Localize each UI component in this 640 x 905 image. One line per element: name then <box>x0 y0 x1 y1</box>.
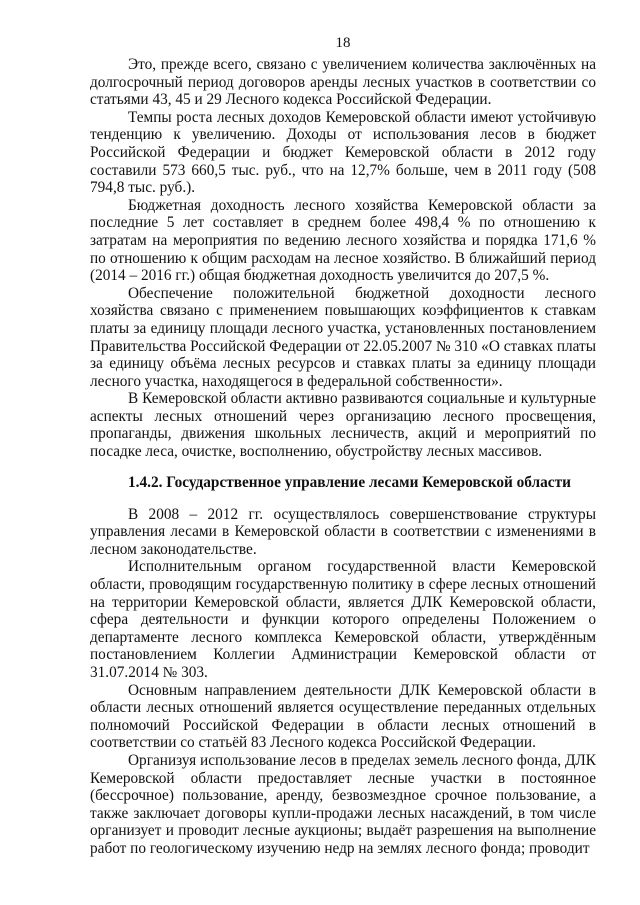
paragraph: Организуя использование лесов в пределах земель лесного фонда, ДЛК Кемеровской области предоставляет лесные участки в постоянное (бессрочное) пользование, аренду, безвозмездное срочное пользование, а также заключает договоры купли-продажи лесных насаждений, в том числе организует и проводит лесные аукционы; выдаёт разрешения на выполнение работ по геологическому изучению недр на землях лесного фонда; проводит <box>90 751 596 857</box>
paragraph: В Кемеровской области активно развиваются социальные и культурные аспекты лесных отношений через организацию лесного просвещения, пропаганды, движения школьных лесничеств, акций и мероприятий по посадке леса, очистке, восполнению, обустройству лесных массивов. <box>90 390 596 461</box>
paragraph: Исполнительным органом государственной власти Кемеровской области, проводящим государственную политику в сфере лесных отношений на территории Кемеровской области, является ДЛК Кемеровской области, сфера деятельности и функции которого определены Положением о департаменте лесного комплекса Кемеровской области, утверждённым постановлением Коллегии Администрации Кемеровской области от 31.07.2014 № 303. <box>90 558 596 681</box>
paragraph: В 2008 – 2012 гг. осуществлялось совершенствование структуры управления лесами в Кемеровской области в соответствии с изменениями в лесном законодательстве. <box>90 505 596 558</box>
paragraph: Темпы роста лесных доходов Кемеровской области имеют устойчивую тенденцию к увеличению. Доходы от использования лесов в бюджет Российской Федерации и бюджет Кемеровской области в 2012 году составили 573 660,5 тыс. руб., что на 12,7% больше, чем в 2011 году (508 794,8 тыс. руб.). <box>90 108 596 197</box>
paragraph: Это, прежде всего, связано с увеличением количества заключённых на долгосрочный период договоров аренды лесных участков в соответствии со статьями 43, 45 и 29 Лесного кодекса Российской Федерации. <box>90 56 596 109</box>
paragraph: Основным направлением деятельности ДЛК Кемеровской области в области лесных отношений является осуществление переданных отдельных полномочий Российской Федерации в области лесных отношений в соответствии со статьёй 83 Лесного кодекса Российской Федерации. <box>90 681 596 752</box>
page-number: 18 <box>335 35 351 51</box>
paragraph: Бюджетная доходность лесного хозяйства Кемеровской области за последние 5 лет составляет в среднем более 498,4 % по отношению к затратам на мероприятия по ведению лесного хозяйства и порядка 171,6 % по отношению к общим расходам на лесное хозяйство. В ближайший период (2014 – 2016 гг.) общая бюджетная доходность увеличится до 207,5 %. <box>90 196 596 285</box>
document-page <box>90 34 596 858</box>
section-heading: 1.4.2. Государственное управление лесами Кемеровской области <box>128 473 571 491</box>
paragraph: Обеспечение положительной бюджетной доходности лесного хозяйства связано с применением повышающих коэффициентов к ставкам платы за единицу площади лесного участка, установленных постановлением Правительства Российской Федерации от 22.05.2007 № 310 «О ставках платы за единицу объёма лесных ресурсов и ставках платы за единицу площади лесного участка, находящегося в федеральной собственности». <box>90 284 596 390</box>
